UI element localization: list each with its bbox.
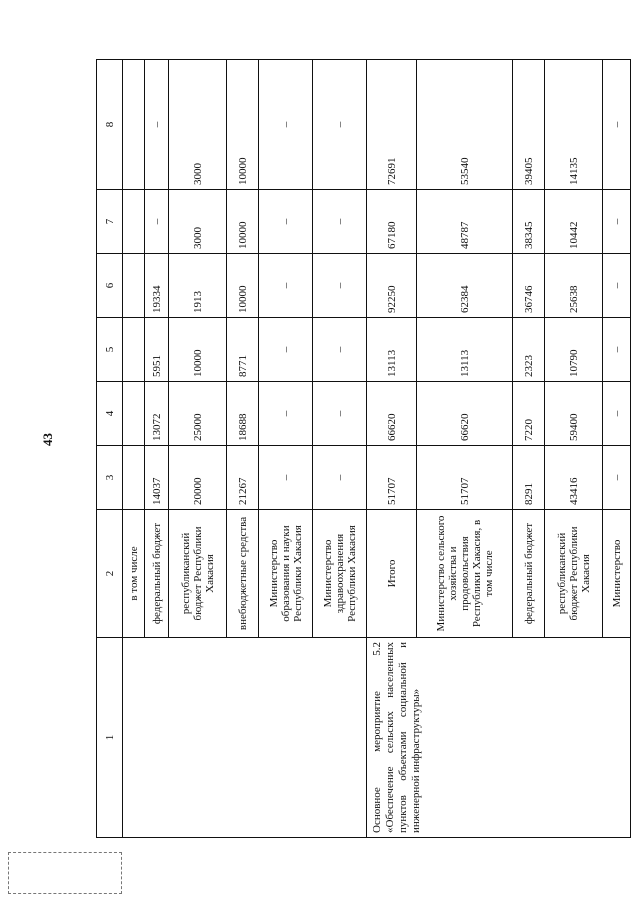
value-cell: 21267 [227,446,259,510]
value-cell: 10000 [227,60,259,190]
value-cell: – [313,254,367,318]
empty-description-cell [123,638,367,838]
table-row [123,60,145,838]
measure-description: Основное мероприятие 5.2 «Обеспечение сельских населенных пунктов объектами социальной и инженерной инфраструктуры» [367,638,631,838]
value-cell [123,318,145,382]
value-cell: 48787 [417,190,513,254]
value-cell: 13113 [417,318,513,382]
value-cell: – [145,60,169,190]
header-cell: 6 [97,254,123,318]
value-cell: – [145,190,169,254]
value-cell: 10000 [227,254,259,318]
value-cell [123,382,145,446]
value-cell: – [313,446,367,510]
value-cell: – [259,60,313,190]
value-cell: 1913 [169,254,227,318]
value-cell: 8291 [513,446,545,510]
header-cell: 3 [97,446,123,510]
value-cell: 62384 [417,254,513,318]
registration-stamp [8,852,122,894]
value-cell: 13113 [367,318,417,382]
value-cell: 8771 [227,318,259,382]
value-cell: – [313,382,367,446]
value-cell: 19334 [145,254,169,318]
value-cell: 66620 [367,382,417,446]
row-label: в том числе [123,510,145,638]
table-header-row [97,60,123,838]
value-cell: 10000 [169,318,227,382]
page-number: 43 [40,433,55,446]
value-cell: 67180 [367,190,417,254]
row-label: федеральный бюджет [513,510,545,638]
value-cell: – [313,318,367,382]
value-cell: – [313,190,367,254]
value-cell: 25000 [169,382,227,446]
value-cell: – [603,190,631,254]
row-label: Министерство образования и науки Республики Хакасия [259,510,313,638]
header-cell: 8 [97,60,123,190]
value-cell: 38345 [513,190,545,254]
value-cell: 3000 [169,190,227,254]
value-cell: 10790 [545,318,603,382]
value-cell: – [603,382,631,446]
value-cell: 25638 [545,254,603,318]
row-label: федеральный бюджет [145,510,169,638]
row-label: Министерство сельского хозяйства и продовольствия Республики Хакасия, в том числе [417,510,513,638]
value-cell: – [259,446,313,510]
value-cell: 36746 [513,254,545,318]
value-cell: 59400 [545,382,603,446]
value-cell: 13072 [145,382,169,446]
table-row [367,60,417,838]
value-cell: – [259,190,313,254]
budget-table [96,59,631,838]
value-cell: – [603,254,631,318]
value-cell: 10442 [545,190,603,254]
value-cell: 92250 [367,254,417,318]
value-cell: 18688 [227,382,259,446]
value-cell: – [603,60,631,190]
rotated-table-container [96,60,623,838]
value-cell: 43416 [545,446,603,510]
value-cell: – [259,382,313,446]
value-cell: 53540 [417,60,513,190]
header-cell: 1 [97,638,123,838]
value-cell [123,446,145,510]
value-cell: 7220 [513,382,545,446]
header-cell: 4 [97,382,123,446]
value-cell: 3000 [169,60,227,190]
value-cell: 20000 [169,446,227,510]
value-cell: 2323 [513,318,545,382]
value-cell [123,254,145,318]
row-label: внебюджетные средства [227,510,259,638]
value-cell: 14037 [145,446,169,510]
row-label: Министерство [603,510,631,638]
header-cell: 2 [97,510,123,638]
value-cell: 51707 [417,446,513,510]
value-cell: – [603,318,631,382]
header-cell: 7 [97,190,123,254]
row-label: Итого [367,510,417,638]
row-label: республиканский бюджет Республики Хакасия [545,510,603,638]
value-cell: 5951 [145,318,169,382]
value-cell: 39405 [513,60,545,190]
value-cell: – [603,446,631,510]
header-cell: 5 [97,318,123,382]
value-cell: 66620 [417,382,513,446]
value-cell: – [259,254,313,318]
value-cell: 72691 [367,60,417,190]
value-cell [123,190,145,254]
value-cell [123,60,145,190]
value-cell: – [259,318,313,382]
row-label: Министерство здравоохранения Республики Хакасия [313,510,367,638]
value-cell: 10000 [227,190,259,254]
value-cell: 14135 [545,60,603,190]
value-cell: – [313,60,367,190]
row-label: республиканский бюджет Республики Хакасия [169,510,227,638]
value-cell: 51707 [367,446,417,510]
